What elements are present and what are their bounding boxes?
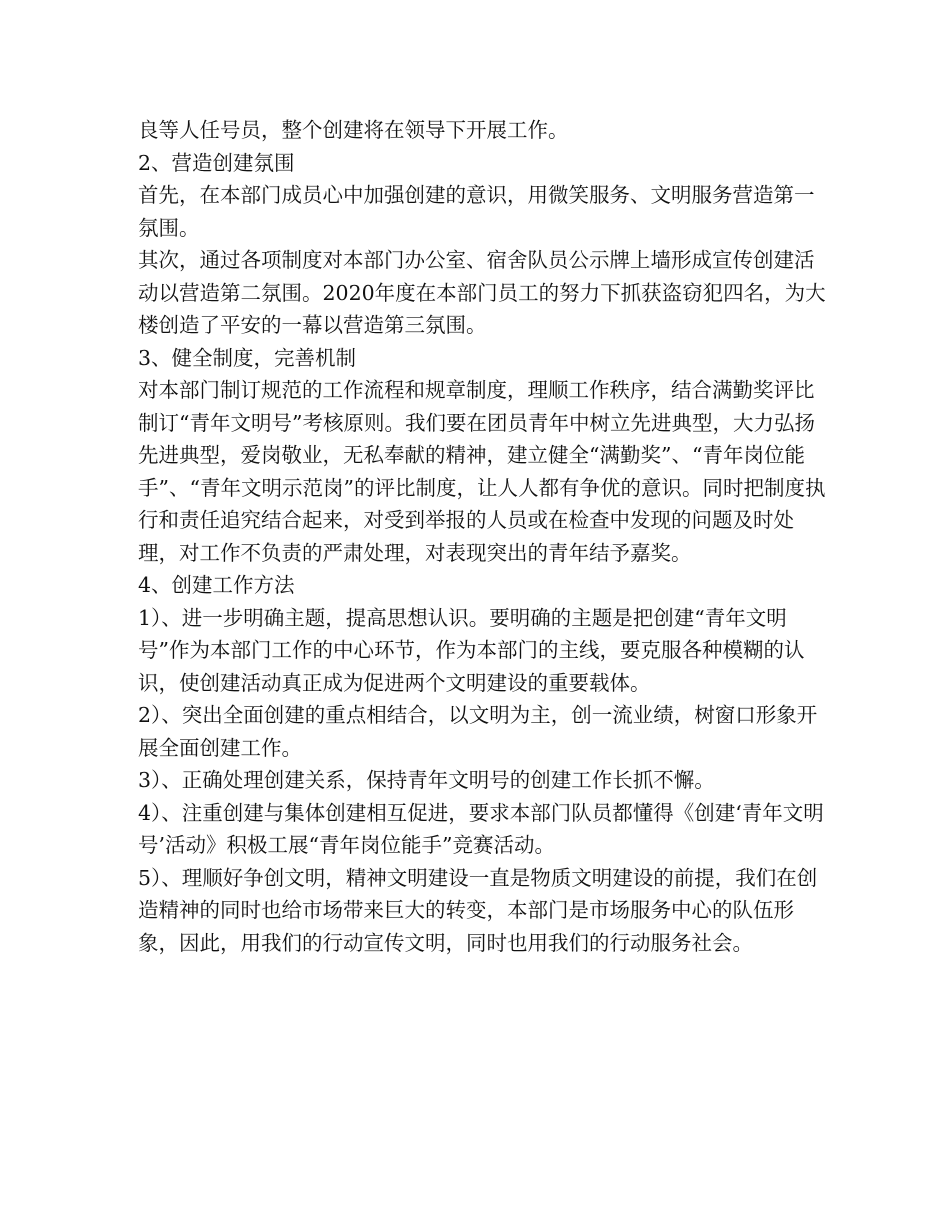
list-item-2: 2）、突出全面创建的重点相结合，以文明为主，创一流业绩，树窗口形象开展全面创建工作。 bbox=[138, 703, 818, 760]
list-item-3: 3）、正确处理创建关系，保持青年文明号的创建工作长抓不懈。 bbox=[138, 768, 715, 792]
document-page bbox=[138, 114, 828, 959]
paragraph-continuation: 良等人任号员，整个创建将在领导下开展工作。 bbox=[138, 118, 569, 142]
list-item-4: 4）、注重创建与集体创建相互促进，要求本部门队员都懂得《创建‘青年文明号’活动》积极工展“青年岗位能手”竞赛活动。 bbox=[138, 800, 824, 857]
list-item-5: 5）、理顺好争创文明，精神文明建设一直是物质文明建设的前提，我们在创造精神的同时也给市场带来巨大的转变，本部门是市场服务中心的队伍形象，因此，用我们的行动宣传文明，同时也用我们的行动服务社会。 bbox=[138, 865, 818, 955]
paragraph-first-atmosphere: 首先，在本部门成员心中加强创建的意识，用微笑服务、文明服务营造第一氛围。 bbox=[138, 183, 815, 240]
section-heading-2: 2、营造创建氛围 bbox=[138, 150, 295, 175]
section-heading-3: 3、健全制度，完善机制 bbox=[138, 345, 357, 370]
paragraph-second-third-atmosphere: 其次，通过各项制度对本部门办公室、宿舍队员公示牌上墙形成宣传创建活动以营造第二氛围。2020年度在本部门员工的努力下抓获盗窃犯四名，为大楼创造了平安的一幕以营造第三氛围。 bbox=[138, 248, 826, 337]
section-heading-4: 4、创建工作方法 bbox=[138, 573, 295, 597]
paragraph-rules-mechanism: 对本部门制订规范的工作流程和规章制度，理顺工作秩序，结合满勤奖评比制订“青年文明号”考核原则。我们要在团员青年中树立先进典型，大力弘扬先进典型，爱岗敬业，无私奉献的精神，建立健全“满勤奖”、“青年岗位能手”、“青年文明示范岗”的评比制度，让人人都有争优的意识。同时把制度执行和责任追究结合起来，对受到举报的人员或在检查中发现的问题及时处理，对工作不负责的严肃处理，对表现突出的青年结予嘉奖。 bbox=[138, 378, 826, 565]
list-item-1: 1）、进一步明确主题，提高思想认识。要明确的主题是把创建“青年文明号”作为本部门工作的中心环节，作为本部门的主线，要克服各种模糊的认识，使创建活动真正成为促进两个文明建设的重要载体。 bbox=[138, 605, 805, 695]
